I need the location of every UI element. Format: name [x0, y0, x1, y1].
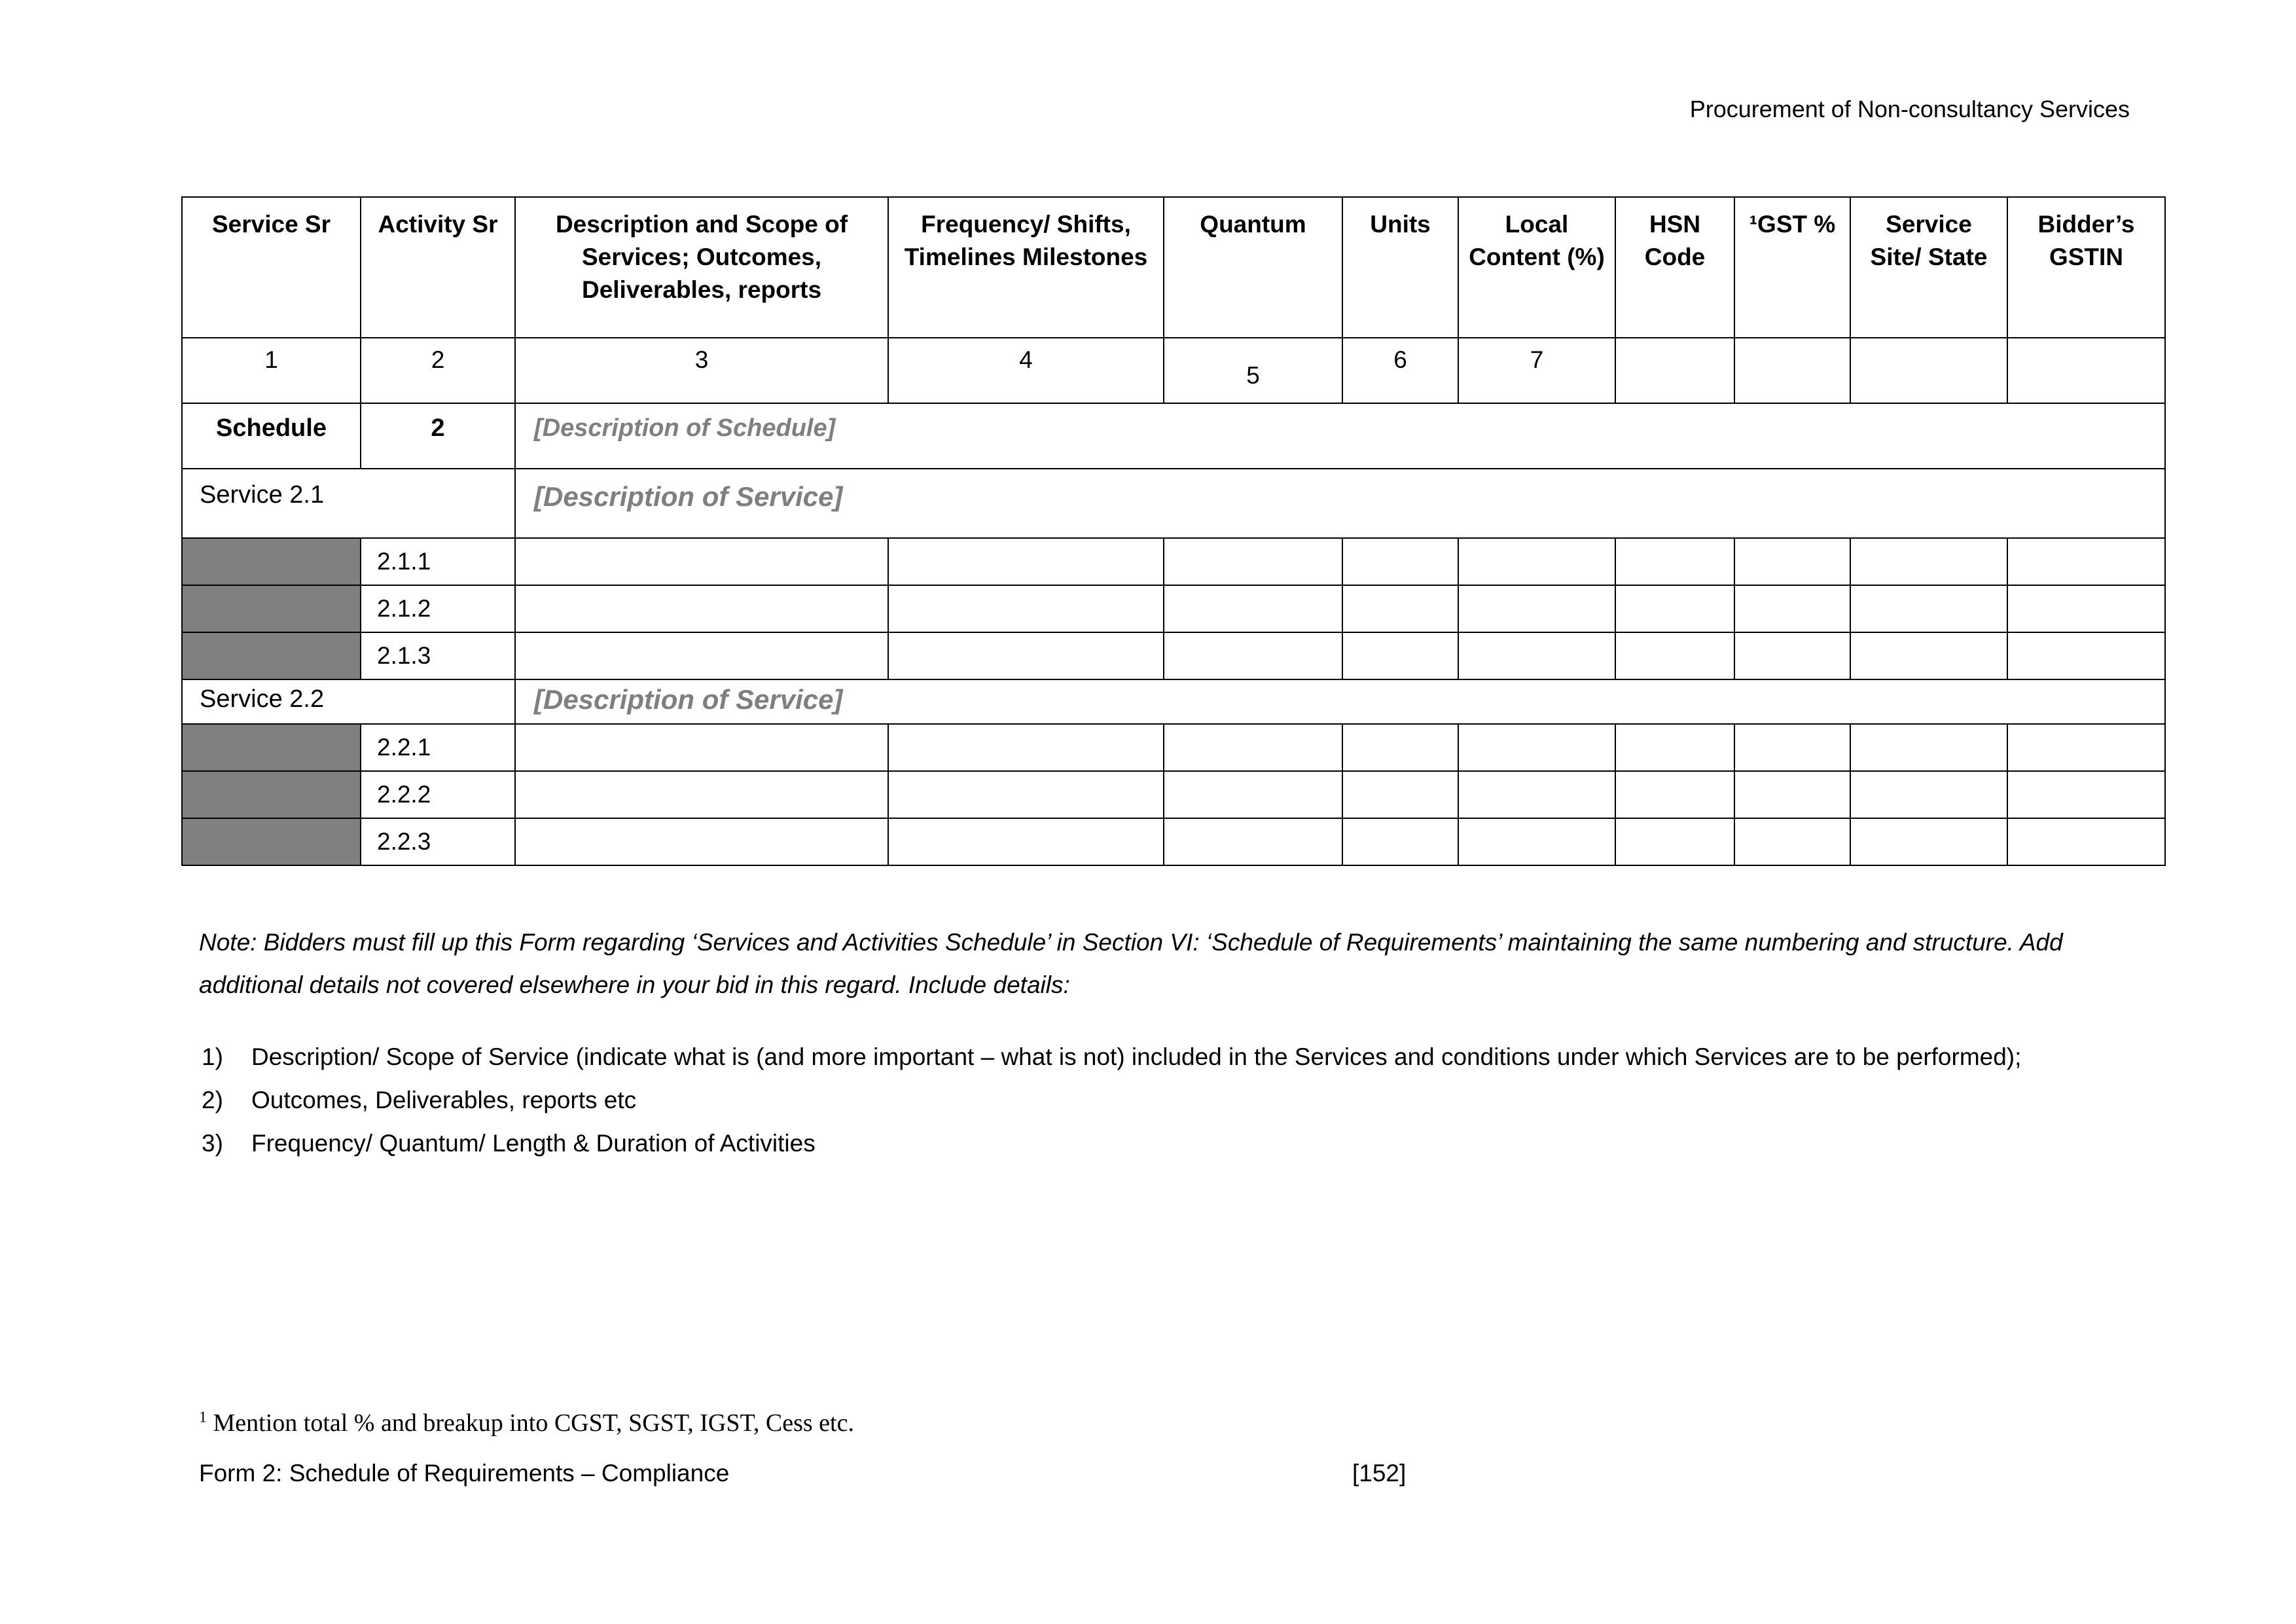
empty-cell	[888, 632, 1164, 679]
schedule-description-placeholder: [Description of Schedule]	[515, 403, 2165, 469]
empty-cell	[2007, 771, 2165, 818]
empty-cell	[1164, 724, 1342, 771]
activity-number: 2.1.1	[361, 538, 515, 585]
empty-cell	[515, 771, 888, 818]
empty-cell	[2007, 818, 2165, 865]
empty-cell	[1342, 538, 1458, 585]
empty-cell	[1342, 724, 1458, 771]
empty-cell	[1615, 338, 1734, 403]
col-header-frequency: Frequency/ Shifts, Timelines Milestones	[888, 197, 1164, 338]
empty-cell	[1458, 538, 1615, 585]
empty-cell	[1615, 818, 1734, 865]
col-header-gst-percent: ¹GST %	[1734, 197, 1850, 338]
activity-row-2-1-2	[182, 585, 2165, 632]
empty-cell	[1342, 632, 1458, 679]
empty-cell	[515, 538, 888, 585]
empty-cell	[2007, 724, 2165, 771]
activity-number: 2.2.1	[361, 724, 515, 771]
column-numbering-row	[182, 338, 2165, 403]
service-description-placeholder: [Description of Service]	[515, 469, 2165, 538]
numbering-cell: 6	[1342, 338, 1458, 403]
list-item-marker: 1)	[202, 1043, 223, 1070]
empty-cell	[1164, 771, 1342, 818]
empty-cell	[1734, 338, 1850, 403]
empty-cell	[515, 632, 888, 679]
shaded-cell	[182, 632, 361, 679]
empty-cell	[888, 585, 1164, 632]
schedule-row	[182, 403, 2165, 469]
empty-cell	[1164, 632, 1342, 679]
activity-row-2-2-3	[182, 818, 2165, 865]
numbering-cell: 5	[1164, 338, 1342, 403]
col-header-service-site: Service Site/ State	[1850, 197, 2007, 338]
empty-cell	[515, 585, 888, 632]
list-item-text: Outcomes, Deliverables, reports etc	[251, 1086, 637, 1113]
service-description-placeholder: [Description of Service]	[515, 679, 2165, 724]
empty-cell	[1850, 724, 2007, 771]
empty-cell	[515, 818, 888, 865]
empty-cell	[1342, 771, 1458, 818]
list-item	[202, 1122, 2139, 1165]
empty-cell	[1164, 818, 1342, 865]
activity-number: 2.1.2	[361, 585, 515, 632]
list-item-marker: 3)	[202, 1129, 223, 1157]
empty-cell	[2007, 338, 2165, 403]
empty-cell	[1734, 818, 1850, 865]
empty-cell	[1164, 538, 1342, 585]
activity-row-2-2-1	[182, 724, 2165, 771]
shaded-cell	[182, 585, 361, 632]
schedule-of-requirements-table	[181, 196, 2166, 866]
footnote-text: Mention total % and breakup into CGST, SGST, IGST, Cess etc.	[213, 1409, 854, 1437]
empty-cell	[1734, 585, 1850, 632]
empty-cell	[1615, 585, 1734, 632]
service-row-2-1	[182, 469, 2165, 538]
empty-cell	[888, 538, 1164, 585]
footer-page-number: [152]	[1352, 1460, 1407, 1487]
shaded-cell	[182, 771, 361, 818]
numbering-cell: 4	[888, 338, 1164, 403]
activity-row-2-1-1	[182, 538, 2165, 585]
empty-cell	[888, 724, 1164, 771]
footnote-marker: 1	[199, 1409, 207, 1426]
col-header-description: Description and Scope of Services; Outcomes, Deliverables, reports	[515, 197, 888, 338]
empty-cell	[2007, 585, 2165, 632]
empty-cell	[888, 771, 1164, 818]
activity-row-2-1-3	[182, 632, 2165, 679]
empty-cell	[2007, 632, 2165, 679]
empty-cell	[1164, 585, 1342, 632]
col-header-bidders-gstin: Bidder’s GSTIN	[2007, 197, 2165, 338]
empty-cell	[888, 818, 1164, 865]
shaded-cell	[182, 538, 361, 585]
service-label: Service 2.1	[182, 469, 515, 538]
activity-row-2-2-2	[182, 771, 2165, 818]
empty-cell	[1734, 632, 1850, 679]
empty-cell	[1734, 724, 1850, 771]
empty-cell	[1615, 538, 1734, 585]
empty-cell	[515, 724, 888, 771]
empty-cell	[1850, 632, 2007, 679]
col-header-service-sr: Service Sr	[182, 197, 361, 338]
empty-cell	[1850, 818, 2007, 865]
numbering-cell: 1	[182, 338, 361, 403]
note-paragraph: Note: Bidders must fill up this Form regarding ‘Services and Activities Schedule’ in Section VI: ‘Schedule of Requirements’ maintaining the same numbering and structure. Add additional details not covered elsewhere in your bid in this regard. Include details:	[199, 929, 2063, 998]
empty-cell	[1342, 818, 1458, 865]
empty-cell	[1458, 585, 1615, 632]
activity-number: 2.1.3	[361, 632, 515, 679]
empty-cell	[1850, 585, 2007, 632]
list-item	[202, 1036, 2139, 1079]
empty-cell	[1850, 771, 2007, 818]
empty-cell	[1734, 771, 1850, 818]
list-item-marker: 2)	[202, 1086, 223, 1113]
footer-form-title: Form 2: Schedule of Requirements – Compliance	[199, 1460, 730, 1487]
col-header-quantum: Quantum	[1164, 197, 1342, 338]
list-item-text: Frequency/ Quantum/ Length & Duration of Activities	[251, 1129, 816, 1157]
list-item	[202, 1079, 2139, 1122]
col-header-activity-sr: Activity Sr	[361, 197, 515, 338]
empty-cell	[1342, 585, 1458, 632]
details-list	[202, 1036, 2139, 1165]
empty-cell	[1615, 632, 1734, 679]
col-header-local-content: Local Content (%)	[1458, 197, 1615, 338]
service-label: Service 2.2	[182, 679, 515, 724]
document-header-right: Procurement of Non-consultancy Services	[1689, 96, 2130, 122]
activity-number: 2.2.3	[361, 818, 515, 865]
schedule-number-cell: 2	[361, 403, 515, 469]
shaded-cell	[182, 818, 361, 865]
empty-cell	[1615, 771, 1734, 818]
table-header-row	[182, 197, 2165, 338]
schedule-label-cell: Schedule	[182, 403, 361, 469]
footnote	[199, 1409, 854, 1437]
activity-number: 2.2.2	[361, 771, 515, 818]
numbering-cell: 3	[515, 338, 888, 403]
numbering-cell: 7	[1458, 338, 1615, 403]
empty-cell	[1458, 771, 1615, 818]
empty-cell	[1615, 724, 1734, 771]
empty-cell	[1850, 338, 2007, 403]
col-header-units: Units	[1342, 197, 1458, 338]
empty-cell	[1850, 538, 2007, 585]
list-item-text: Description/ Scope of Service (indicate what is (and more important – what is not) included in the Services and conditions under which Services are to be performed);	[251, 1043, 2022, 1070]
empty-cell	[1458, 724, 1615, 771]
col-header-hsn-code: HSN Code	[1615, 197, 1734, 338]
empty-cell	[1458, 632, 1615, 679]
empty-cell	[1458, 818, 1615, 865]
empty-cell	[1734, 538, 1850, 585]
service-row-2-2	[182, 679, 2165, 724]
empty-cell	[2007, 538, 2165, 585]
shaded-cell	[182, 724, 361, 771]
numbering-cell: 2	[361, 338, 515, 403]
